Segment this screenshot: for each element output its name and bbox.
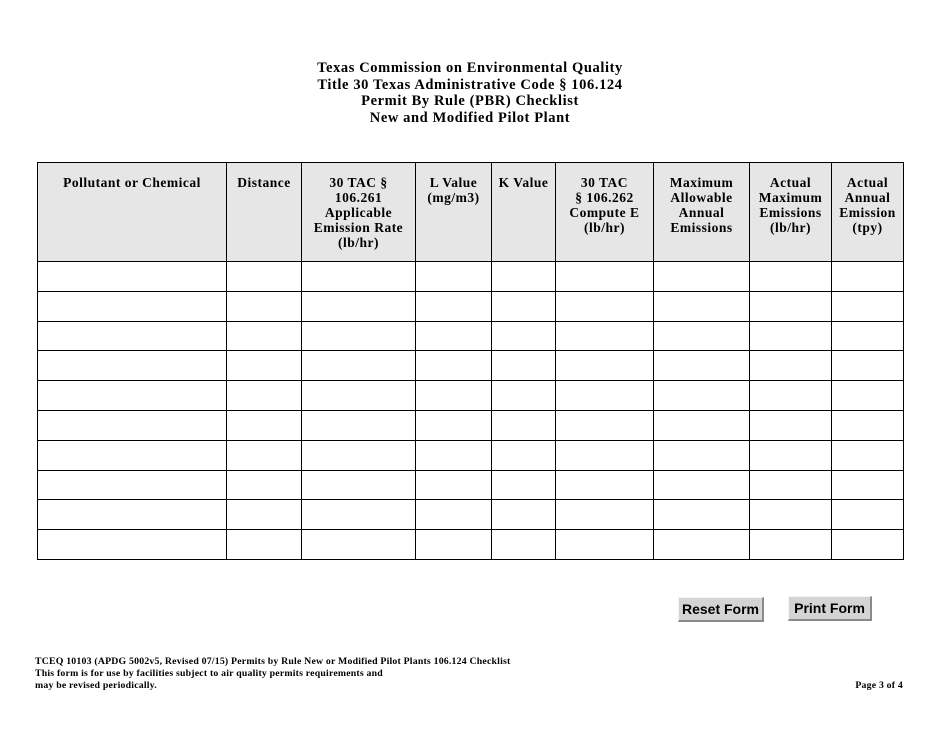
table-cell-pollutant[interactable]	[38, 500, 227, 530]
table-row	[38, 321, 904, 351]
table-cell-pollutant[interactable]	[38, 351, 227, 381]
column-header-line: Maximum	[669, 175, 734, 190]
table-cell-applicable-rate[interactable]	[302, 500, 416, 530]
column-header-line: 30 TAC	[580, 175, 629, 190]
table-cell-compute-e[interactable]	[556, 440, 654, 470]
table-cell-actual-annual[interactable]	[832, 470, 904, 500]
table-row	[38, 381, 904, 411]
table-cell-pollutant[interactable]	[38, 321, 227, 351]
table-cell-max-allowable[interactable]	[654, 381, 750, 411]
footer-revision-note: may be revised periodically.	[35, 680, 157, 691]
column-header-actual-max	[750, 163, 832, 262]
column-header-line: Emissions	[670, 220, 733, 235]
table-cell-applicable-rate[interactable]	[302, 351, 416, 381]
table-cell-compute-e[interactable]	[556, 500, 654, 530]
column-header-line: Actual	[846, 175, 889, 190]
table-cell-distance[interactable]	[227, 351, 302, 381]
emissions-table	[37, 162, 904, 560]
table-cell-k-value[interactable]	[492, 530, 556, 560]
table-cell-actual-annual[interactable]	[832, 291, 904, 321]
table-cell-k-value[interactable]	[492, 262, 556, 292]
table-row	[38, 410, 904, 440]
column-header-compute-e	[556, 163, 654, 262]
page-number: Page 3 of 4	[855, 680, 903, 691]
table-cell-compute-e[interactable]	[556, 530, 654, 560]
table-cell-l-value[interactable]	[416, 470, 492, 500]
column-header-line: (mg/m3)	[427, 190, 480, 205]
table-cell-k-value[interactable]	[492, 410, 556, 440]
footer-form-id: TCEQ 10103 (APDG 5002v5, Revised 07/15) Permits by Rule New or Modified Pilot Plants 106.124 Checklist	[35, 656, 511, 667]
table-cell-l-value[interactable]	[416, 262, 492, 292]
document-title	[0, 60, 940, 126]
column-header-line: K Value	[498, 175, 549, 190]
table-cell-distance[interactable]	[227, 410, 302, 440]
table-cell-applicable-rate[interactable]	[302, 262, 416, 292]
table-cell-compute-e[interactable]	[556, 470, 654, 500]
table-cell-l-value[interactable]	[416, 321, 492, 351]
table-cell-distance[interactable]	[227, 470, 302, 500]
table-cell-max-allowable[interactable]	[654, 440, 750, 470]
table-cell-k-value[interactable]	[492, 500, 556, 530]
table-cell-compute-e[interactable]	[556, 351, 654, 381]
reset-form-button[interactable]: Reset Form	[678, 597, 764, 622]
table-cell-max-allowable[interactable]	[654, 262, 750, 292]
column-header-line: (lb/hr)	[583, 220, 625, 235]
form-footer	[35, 656, 510, 692]
table-row	[38, 530, 904, 560]
table-cell-pollutant[interactable]	[38, 410, 227, 440]
table-cell-pollutant[interactable]	[38, 291, 227, 321]
table-row	[38, 262, 904, 292]
table-body	[38, 262, 904, 560]
column-header-applicable-rate	[302, 163, 416, 262]
table-cell-actual-max[interactable]	[750, 530, 832, 560]
column-header-line: Emission Rate	[313, 220, 404, 235]
table-cell-max-allowable[interactable]	[654, 500, 750, 530]
table-cell-distance[interactable]	[227, 262, 302, 292]
column-header-line: § 106.262	[575, 190, 634, 205]
column-header-line: Actual	[769, 175, 812, 190]
table-cell-compute-e[interactable]	[556, 262, 654, 292]
column-header-line: Maximum	[758, 190, 823, 205]
table-cell-pollutant[interactable]	[38, 470, 227, 500]
table-cell-actual-max[interactable]	[750, 351, 832, 381]
table-cell-k-value[interactable]	[492, 291, 556, 321]
table-cell-max-allowable[interactable]	[654, 351, 750, 381]
column-header-line: Annual	[844, 190, 891, 205]
column-header-line: (tpy)	[852, 220, 883, 235]
table-cell-distance[interactable]	[227, 530, 302, 560]
column-header-line: (lb/hr)	[769, 220, 811, 235]
table-cell-applicable-rate[interactable]	[302, 440, 416, 470]
table-cell-l-value[interactable]	[416, 440, 492, 470]
table-row	[38, 500, 904, 530]
table-cell-l-value[interactable]	[416, 500, 492, 530]
table-cell-applicable-rate[interactable]	[302, 470, 416, 500]
table-cell-pollutant[interactable]	[38, 440, 227, 470]
column-header-line: Allowable	[670, 190, 733, 205]
table-cell-k-value[interactable]	[492, 381, 556, 411]
table-row	[38, 470, 904, 500]
table-cell-distance[interactable]	[227, 500, 302, 530]
column-header-line: Pollutant or Chemical	[63, 175, 201, 190]
column-header-distance	[227, 163, 302, 262]
table-cell-actual-annual[interactable]	[832, 321, 904, 351]
table-cell-pollutant[interactable]	[38, 262, 227, 292]
table-cell-actual-max[interactable]	[750, 500, 832, 530]
table-row	[38, 351, 904, 381]
table-cell-applicable-rate[interactable]	[302, 530, 416, 560]
table-cell-distance[interactable]	[227, 291, 302, 321]
table-cell-k-value[interactable]	[492, 351, 556, 381]
column-header-line: L Value	[429, 175, 478, 190]
table-cell-actual-annual[interactable]	[832, 440, 904, 470]
footer-usage-note: This form is for use by facilities subject to air quality permits requirements and	[35, 668, 383, 679]
table-cell-pollutant[interactable]	[38, 530, 227, 560]
column-header-line: Applicable	[324, 205, 393, 220]
column-header-line: Distance	[237, 175, 291, 190]
column-header-k-value	[492, 163, 556, 262]
column-header-line: Annual	[678, 205, 725, 220]
column-header-line: Compute E	[569, 205, 640, 220]
table-cell-applicable-rate[interactable]	[302, 410, 416, 440]
table-cell-actual-annual[interactable]	[832, 500, 904, 530]
table-cell-l-value[interactable]	[416, 530, 492, 560]
column-header-actual-annual	[832, 163, 904, 262]
column-header-l-value	[416, 163, 492, 262]
table-cell-max-allowable[interactable]	[654, 410, 750, 440]
column-header-line: Emission	[839, 205, 896, 220]
title-agency: Texas Commission on Environmental Quality	[317, 60, 623, 76]
table-cell-actual-annual[interactable]	[832, 262, 904, 292]
table-cell-compute-e[interactable]	[556, 321, 654, 351]
table-cell-l-value[interactable]	[416, 381, 492, 411]
column-header-line: (lb/hr)	[337, 235, 379, 250]
table-cell-k-value[interactable]	[492, 440, 556, 470]
table-cell-actual-annual[interactable]	[832, 381, 904, 411]
table-row	[38, 291, 904, 321]
table-cell-compute-e[interactable]	[556, 410, 654, 440]
table-row	[38, 440, 904, 470]
table-header-row	[38, 163, 904, 262]
emissions-table-frame	[37, 162, 903, 560]
print-form-button[interactable]: Print Form	[788, 596, 872, 621]
table-cell-actual-max[interactable]	[750, 321, 832, 351]
table-cell-compute-e[interactable]	[556, 291, 654, 321]
column-header-line: Emissions	[759, 205, 822, 220]
table-cell-pollutant[interactable]	[38, 381, 227, 411]
column-header-max-allowable	[654, 163, 750, 262]
table-cell-applicable-rate[interactable]	[302, 291, 416, 321]
table-cell-actual-max[interactable]	[750, 262, 832, 292]
table-cell-max-allowable[interactable]	[654, 321, 750, 351]
table-cell-actual-max[interactable]	[750, 470, 832, 500]
title-subject: New and Modified Pilot Plant	[369, 109, 571, 126]
table-cell-distance[interactable]	[227, 321, 302, 351]
table-cell-actual-max[interactable]	[750, 291, 832, 321]
table-cell-actual-annual[interactable]	[832, 351, 904, 381]
table-cell-k-value[interactable]	[492, 321, 556, 351]
table-cell-distance[interactable]	[227, 381, 302, 411]
table-cell-actual-max[interactable]	[750, 381, 832, 411]
column-header-pollutant	[38, 163, 227, 262]
table-cell-max-allowable[interactable]	[654, 291, 750, 321]
column-header-line: 30 TAC §	[329, 175, 388, 190]
title-checklist: Permit By Rule (PBR) Checklist	[361, 93, 579, 109]
table-cell-l-value[interactable]	[416, 291, 492, 321]
table-cell-distance[interactable]	[227, 440, 302, 470]
table-cell-max-allowable[interactable]	[654, 470, 750, 500]
table-cell-max-allowable[interactable]	[654, 530, 750, 560]
table-cell-actual-annual[interactable]	[832, 530, 904, 560]
table-cell-l-value[interactable]	[416, 410, 492, 440]
table-cell-l-value[interactable]	[416, 351, 492, 381]
table-cell-k-value[interactable]	[492, 470, 556, 500]
table-cell-compute-e[interactable]	[556, 381, 654, 411]
table-cell-actual-max[interactable]	[750, 440, 832, 470]
table-cell-actual-max[interactable]	[750, 410, 832, 440]
table-cell-actual-annual[interactable]	[832, 410, 904, 440]
table-cell-applicable-rate[interactable]	[302, 381, 416, 411]
table-cell-applicable-rate[interactable]	[302, 321, 416, 351]
title-code: Title 30 Texas Administrative Code § 106.124	[317, 76, 623, 93]
column-header-line: 106.261	[334, 190, 383, 205]
